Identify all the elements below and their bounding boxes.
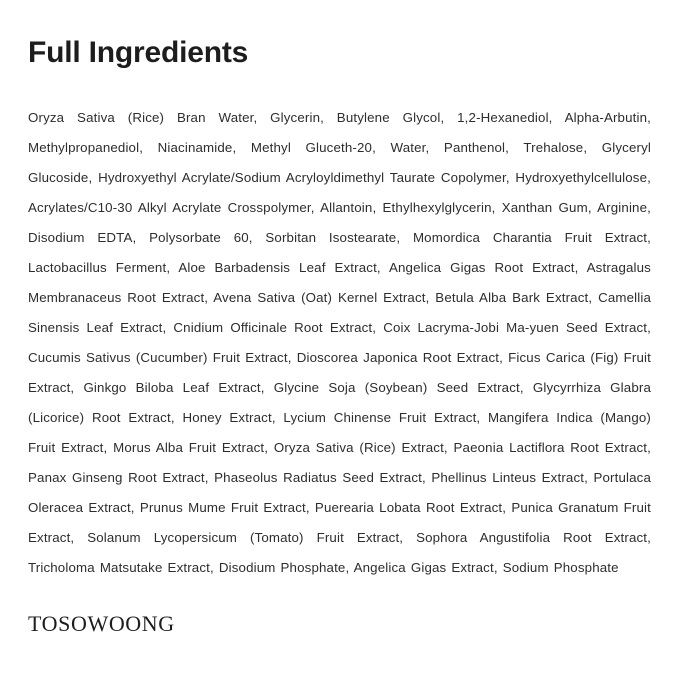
brand-wordmark: TOSOWOONG bbox=[28, 611, 175, 636]
page-title: Full Ingredients bbox=[28, 36, 249, 69]
ingredients-list-text: Oryza Sativa (Rice) Bran Water, Glycerin, Butylene Glycol, 1,2-Hexanediol, Alpha-Arbutin, Methylpropanediol, Niacinamide, Methyl Gluceth-20, Water, Panthenol, Trehalose, Glyceryl Glucoside, Hydroxyethyl Acrylate/Sodium Acryloyldimethyl Taurate Copolymer, Hydroxyethylcellulose, Acrylates/C10-30 Alkyl Acrylate Crosspolymer, Allantoin, Ethylhexylglycerin, Xanthan Gum, Arginine, Disodium EDTA, Polysorbate 60, Sorbitan Isostearate, Momordica Charantia Fruit Extract, Lactobacillus Ferment, Aloe Barbadensis Leaf Extract, Angelica Gigas Root Extract, Astragalus Membranaceus Root Extract, Avena Sativa (Oat) Kernel Extract, Betula Alba Bark Extract, Camellia Sinensis Leaf Extract, Cnidium Officinale Root Extract, Coix Lacryma-Jobi Ma-yuen Seed Extract, Cucumis Sativus (Cucumber) Fruit Extract, Dioscorea Japonica Root Extract, Ficus Carica (Fig) Fruit Extract, Ginkgo Biloba Leaf Extract, Glycine Soja (Soybean) Seed Extract, Glycyrrhiza Glabra (Licorice) Root Extract, Honey Extract, Lycium Chinense Fruit Extract, Mangifera Indica (Mango) Fruit Extract, Morus Alba Fruit Extract, Oryza Sativa (Rice) Extract, Paeonia Lactiflora Root Extract, Panax Ginseng Root Extract, Phaseolus Radiatus Seed Extract, Phellinus Linteus Extract, Portulaca Oleracea Extract, Prunus Mume Fruit Extract, Puerearia Lobata Root Extract, Punica Granatum Fruit Extract, Solanum Lycopersicum (Tomato) Fruit Extract, Sophora Angustifolia Root Extract, Tricholoma Matsutake Extract, Disodium Phosphate, Angelica Gigas Extract, Sodium Phosphate bbox=[28, 110, 651, 575]
